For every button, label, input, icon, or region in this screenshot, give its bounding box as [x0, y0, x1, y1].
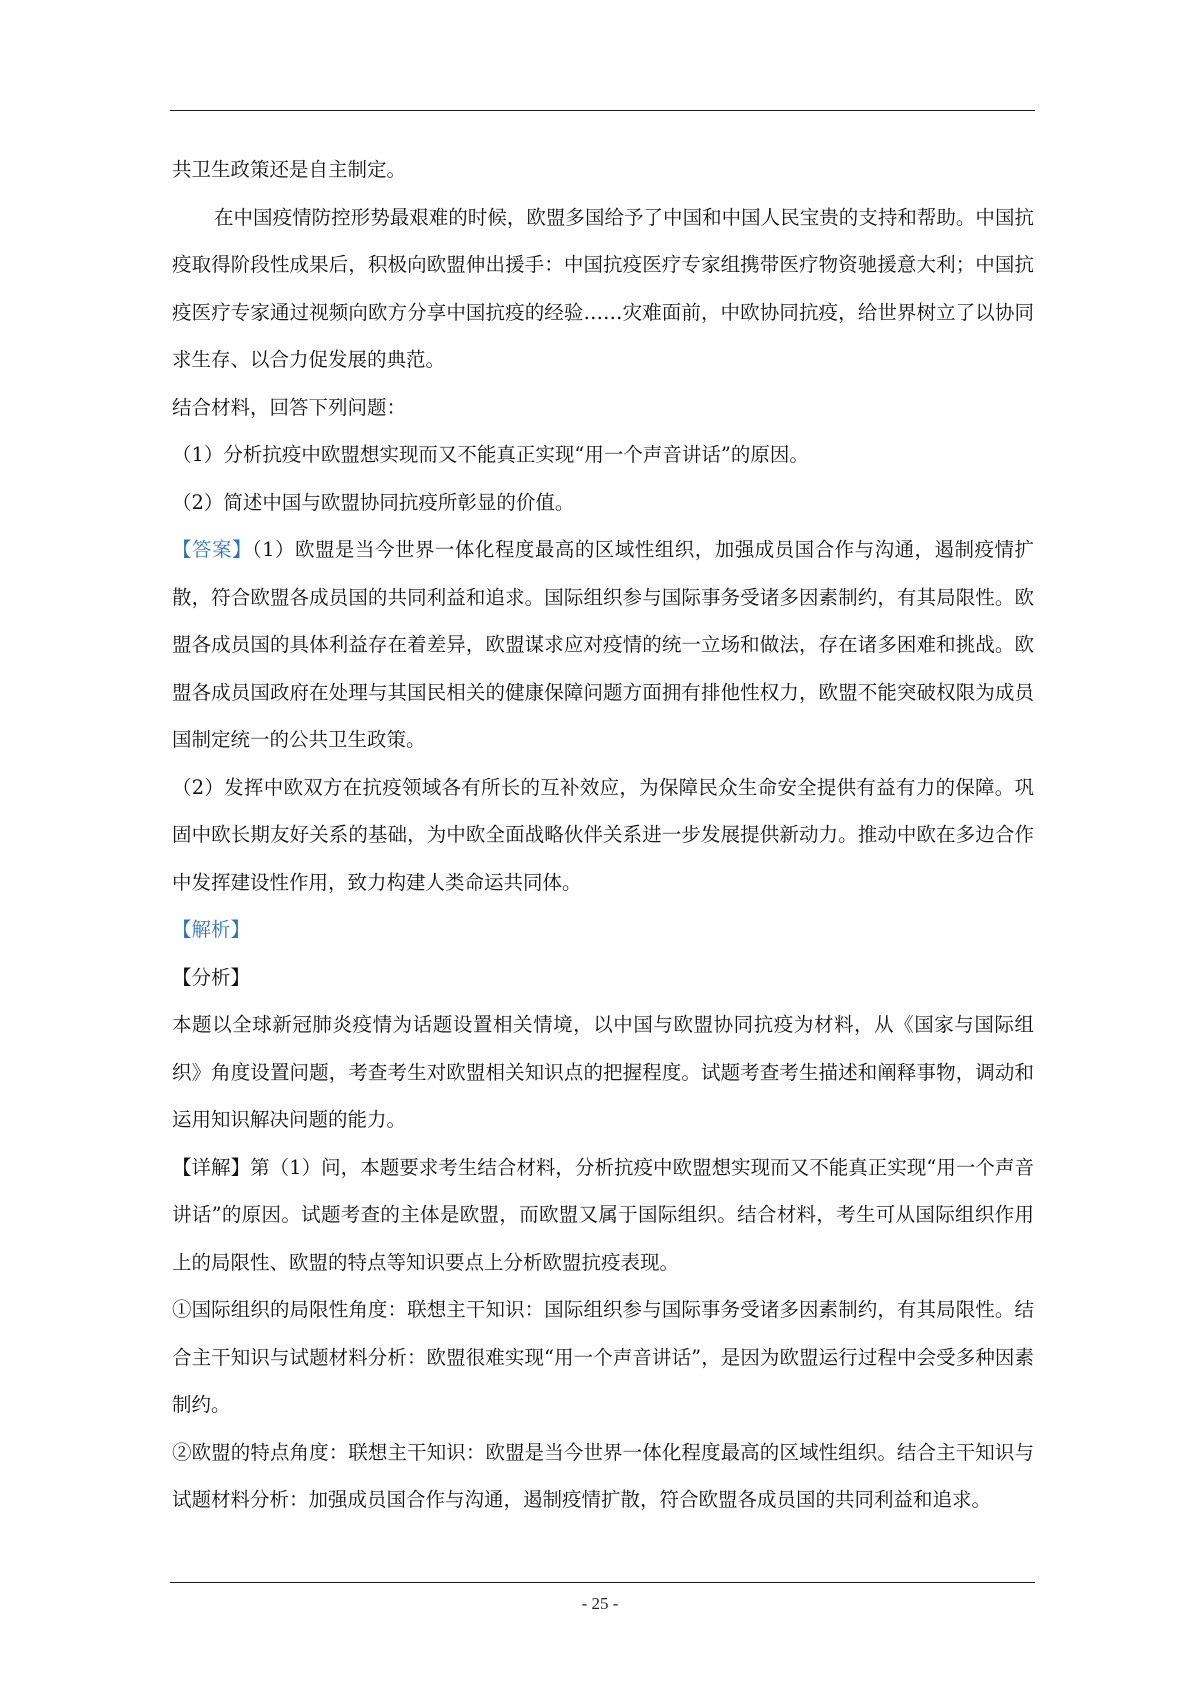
- detail-label: 【详解】: [172, 1155, 251, 1179]
- page-number: - 25 -: [581, 1594, 619, 1613]
- analysis-sub-label: 【分析】: [172, 965, 251, 989]
- question-1: （1）分析抗疫中欧盟想实现而又不能真正实现“用一个声音讲话”的原因。: [172, 443, 809, 466]
- header-rule: [170, 110, 1035, 111]
- question-prompt: 结合材料，回答下列问题：: [172, 395, 407, 419]
- detail-intro-text: 第（1）问，本题要求考生结合材料，分析抗疫中欧盟想实现而又不能真正实现“用一个声音讲话”的原因。试题考查的主体是欧盟，而欧盟又属于国际组织。结合材料，考生可从国际组织作用上的局限性、欧盟的特点等知识要点上分析欧盟抗疫表现。: [172, 1155, 1034, 1274]
- footer-rule: [170, 1582, 1035, 1583]
- detail-point-2: ②欧盟的特点角度：联想主干知识：欧盟是当今世界一体化程度最高的区域性组织。结合主干知识与试题材料分析：加强成员国合作与沟通，遏制疫情扩散，符合欧盟各成员国的共同利益和追求。: [172, 1440, 1034, 1511]
- page-content: [172, 146, 1034, 1524]
- answer-part-1: [172, 526, 1034, 764]
- question-2: （2）简述中国与欧盟协同抗疫所彰显的价值。: [172, 490, 575, 514]
- detail-point-1: ①国际组织的局限性角度：联想主干知识：国际组织参与国际事务受诸多因素制约，有其局限性。结合主干知识与试题材料分析：欧盟很难实现“用一个声音讲话”，是因为欧盟运行过程中会受多种因素制约。: [172, 1298, 1034, 1416]
- detail-intro: [172, 1144, 1034, 1287]
- answer-part-1-text: （1）欧盟是当今世界一体化程度最高的区域性组织，加强成员国合作与沟通，遏制疫情扩散，符合欧盟各成员国的共同利益和追求。国际组织参与国际事务受诸多因素制约，有其局限性。欧盟各成员国的具体利益存在着差异，欧盟谋求应对疫情的统一立场和做法，存在诸多困难和挑战。欧盟各成员国政府在处理与其国民相关的健康保障问题方面拥有排他性权力，欧盟不能突破权限为成员国制定统一的公共卫生政策。: [172, 538, 1034, 751]
- material-continuation: 共卫生政策还是自主制定。: [172, 158, 407, 181]
- analysis-text: 本题以全球新冠肺炎疫情为话题设置相关情境，以中国与欧盟协同抗疫为材料，从《国家与国际组织》角度设置问题，考查考生对欧盟相关知识点的把握程度。试题考查考生描述和阐释事物，调动和运用知识解决问题的能力。: [172, 1013, 1034, 1131]
- material-paragraph: 在中国疫情防控形势最艰难的时候，欧盟多国给予了中国和中国人民宝贵的支持和帮助。中国抗疫取得阶段性成果后，积极向欧盟伸出援手：中国抗疫医疗专家组携带医疗物资驰援意大利；中国抗疫医疗专家通过视频向欧方分享中国抗疫的经验……灾难面前，中欧协同抗疫，给世界树立了以协同求生存、以合力促发展的典范。: [172, 205, 1034, 371]
- answer-label: 【答案】: [172, 538, 252, 561]
- answer-part-2: （2）发挥中欧双方在抗疫领域各有所长的互补效应，为保障民众生命安全提供有益有力的保障。巩固中欧长期友好关系的基础，为中欧全面战略伙伴关系进一步发展提供新动力。推动中欧在多边合作中发挥建设性作用，致力构建人类命运共同体。: [172, 775, 1034, 894]
- analysis-label: 【解析】: [172, 918, 251, 941]
